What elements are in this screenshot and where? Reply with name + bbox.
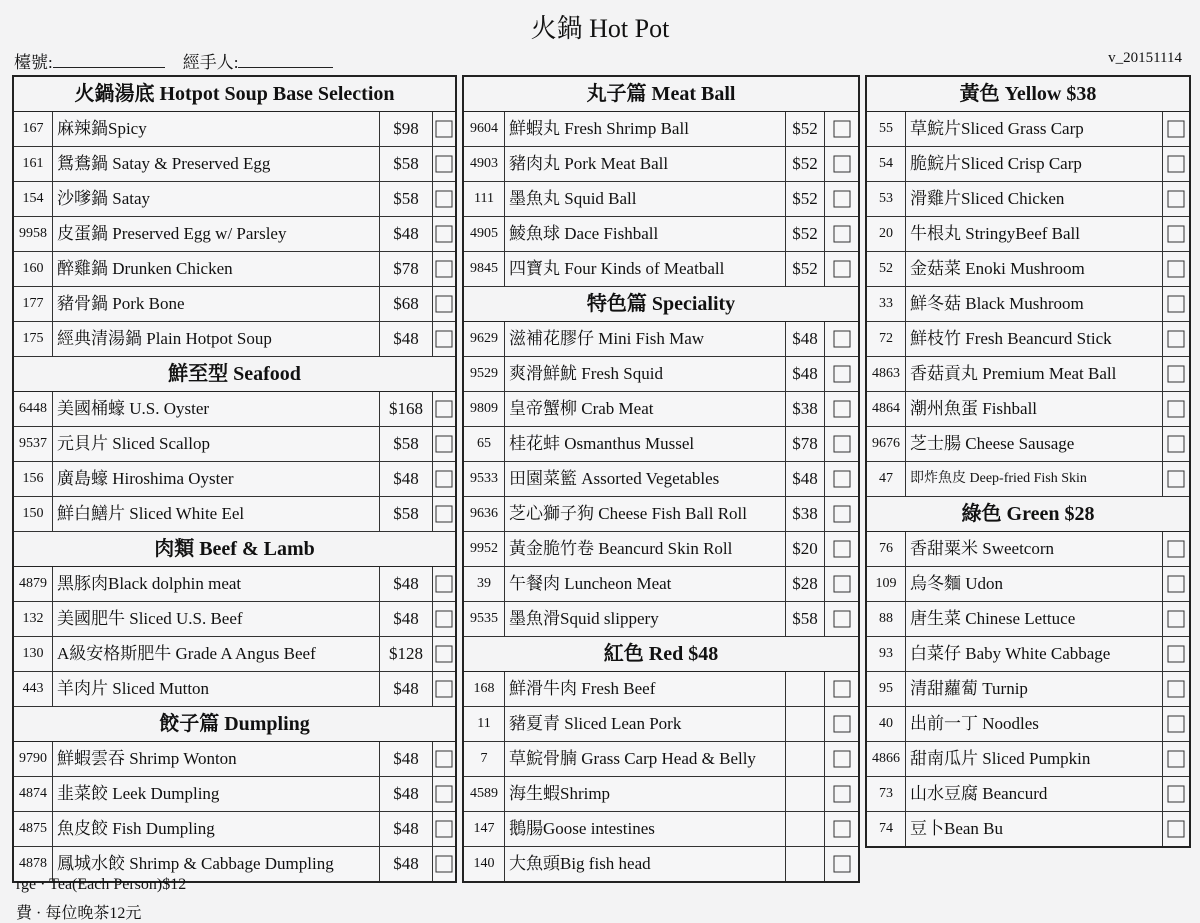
menu-item-row [867,602,1189,637]
item-name: 香甜粟米 Sweetcorn [906,532,1163,566]
item-code: 47 [867,462,906,496]
item-checkbox[interactable] [433,637,455,671]
menu-item-row [14,777,455,812]
item-checkbox[interactable] [433,742,455,776]
menu-item-row [867,812,1189,846]
item-name: 黃金脆竹卷 Beancurd Skin Roll [505,532,786,566]
item-code: 156 [14,462,53,496]
item-price [786,672,825,706]
item-name: 沙嗲鍋 Satay [53,182,380,216]
item-price: $48 [380,217,433,251]
menu-item-row [14,497,455,532]
item-price: $52 [786,112,825,146]
menu-item-row [464,427,858,462]
item-code: 109 [867,567,906,601]
item-checkbox[interactable] [825,847,858,881]
item-code: 154 [14,182,53,216]
item-checkbox[interactable] [825,567,858,601]
item-code: 9537 [14,427,53,461]
menu-item-row [14,567,455,602]
item-name: 鮮蝦雲吞 Shrimp Wonton [53,742,380,776]
menu-item-row [14,287,455,322]
item-code: 55 [867,112,906,146]
item-checkbox[interactable] [1163,462,1189,496]
item-price: $58 [380,427,433,461]
item-name: 豆卜Bean Bu [906,812,1163,846]
item-code: 4879 [14,567,53,601]
item-code: 33 [867,287,906,321]
item-name: 潮州魚蛋 Fishball [906,392,1163,426]
menu-item-row [464,812,858,847]
item-code: 6448 [14,392,53,426]
item-code: 11 [464,707,505,741]
item-checkbox[interactable] [1163,287,1189,321]
item-checkbox[interactable] [1163,637,1189,671]
menu-column-right [865,75,1191,848]
footer-line-2: 費 · 每位晚茶12元 [16,905,142,922]
item-price: $48 [380,672,433,706]
item-price: $48 [786,462,825,496]
item-price [786,707,825,741]
menu-item-row [464,602,858,637]
footer-line-1: rge · Tea(Each Person)$12 [16,876,187,893]
item-code: 4878 [14,847,53,881]
item-checkbox[interactable] [433,252,455,286]
menu-item-row [464,112,858,147]
menu-item-row [464,672,858,707]
menu-item-row [14,812,455,847]
menu-column-middle [462,75,860,883]
item-name: 烏冬麵 Udon [906,567,1163,601]
item-checkbox[interactable] [1163,742,1189,776]
item-checkbox[interactable] [825,812,858,846]
menu-item-row [867,252,1189,287]
menu-item-row [14,742,455,777]
item-code: 20 [867,217,906,251]
item-name: 黑豚肉Black dolphin meat [53,567,380,601]
item-checkbox[interactable] [825,497,858,531]
menu-item-row [464,252,858,287]
item-code: 150 [14,497,53,531]
item-checkbox[interactable] [433,847,455,881]
item-code: 4903 [464,147,505,181]
item-name: 四寶丸 Four Kinds of Meatball [505,252,786,286]
item-name: 脆鯇片Sliced Crisp Carp [906,147,1163,181]
item-name: 鮮白鱔片 Sliced White Eel [53,497,380,531]
item-name: 豬肉丸 Pork Meat Ball [505,147,786,181]
item-code: 130 [14,637,53,671]
item-name: 桂花蚌 Osmanthus Mussel [505,427,786,461]
item-code: 140 [464,847,505,881]
item-name: 廣島蠔 Hiroshima Oyster [53,462,380,496]
item-name: 香菇貢丸 Premium Meat Ball [906,357,1163,391]
item-price: $48 [786,357,825,391]
item-checkbox[interactable] [1163,112,1189,146]
item-checkbox[interactable] [433,217,455,251]
item-checkbox[interactable] [825,217,858,251]
item-checkbox[interactable] [825,147,858,181]
item-name: 金菇菜 Enoki Mushroom [906,252,1163,286]
item-name: 元貝片 Sliced Scallop [53,427,380,461]
item-checkbox[interactable] [825,252,858,286]
item-price: $48 [380,602,433,636]
handler-label: 經手人: [182,53,239,72]
item-code: 4905 [464,217,505,251]
item-name: 鵝腸Goose intestines [505,812,786,846]
item-code: 73 [867,777,906,811]
item-code: 9809 [464,392,505,426]
item-code: 4589 [464,777,505,811]
item-name: 山水豆腐 Beancurd [906,777,1163,811]
item-code: 4864 [867,392,906,426]
item-checkbox[interactable] [825,707,858,741]
item-price: $98 [380,112,433,146]
item-checkbox[interactable] [825,322,858,356]
menu-item-row [867,707,1189,742]
menu-item-row [14,392,455,427]
item-name: 清甜蘿蔔 Turnip [906,672,1163,706]
item-checkbox[interactable] [1163,777,1189,811]
item-code: 9533 [464,462,505,496]
item-price: $52 [786,252,825,286]
item-checkbox[interactable] [1163,532,1189,566]
menu-item-row [464,567,858,602]
item-checkbox[interactable] [433,812,455,846]
item-price: $38 [786,392,825,426]
item-price: $168 [380,392,433,426]
item-code: 39 [464,567,505,601]
menu-item-row [14,637,455,672]
item-checkbox[interactable] [433,672,455,706]
item-name: 鮮蝦丸 Fresh Shrimp Ball [505,112,786,146]
section-header: 餃子篇 Dumpling [14,707,455,742]
item-checkbox[interactable] [1163,672,1189,706]
item-code: 9529 [464,357,505,391]
menu-item-row [14,672,455,707]
item-code: 167 [14,112,53,146]
menu-item-row [464,497,858,532]
table-number-field[interactable] [14,48,165,73]
item-code: 54 [867,147,906,181]
menu-item-row [464,392,858,427]
order-fields [14,48,333,73]
item-price: $20 [786,532,825,566]
item-checkbox[interactable] [825,357,858,391]
menu-item-row [867,322,1189,357]
menu-item-row [867,182,1189,217]
item-code: 9958 [14,217,53,251]
item-checkbox[interactable] [433,602,455,636]
item-price: $48 [380,847,433,881]
item-code: 161 [14,147,53,181]
item-name: 皮蛋鍋 Preserved Egg w/ Parsley [53,217,380,251]
item-checkbox[interactable] [825,392,858,426]
item-code: 177 [14,287,53,321]
menu-item-row [867,357,1189,392]
menu-item-row [867,427,1189,462]
menu-item-row [464,777,858,812]
menu-item-row [464,147,858,182]
menu-item-row [867,672,1189,707]
item-name: 白菜仔 Baby White Cabbage [906,637,1163,671]
menu-item-row [867,112,1189,147]
menu-item-row [14,182,455,217]
item-price [786,847,825,881]
item-checkbox[interactable] [1163,392,1189,426]
item-code: 443 [14,672,53,706]
item-code: 72 [867,322,906,356]
item-name: 出前一丁 Noodles [906,707,1163,741]
menu-item-row [867,532,1189,567]
section-header: 綠色 Green $28 [867,497,1189,532]
item-code: 4874 [14,777,53,811]
item-code: 95 [867,672,906,706]
menu-item-row [14,147,455,182]
item-code: 4863 [867,357,906,391]
item-code: 7 [464,742,505,776]
menu-item-row [464,532,858,567]
item-price [786,812,825,846]
item-checkbox[interactable] [825,602,858,636]
item-checkbox[interactable] [433,112,455,146]
item-name: 韭菜餃 Leek Dumpling [53,777,380,811]
menu-item-row [14,602,455,637]
section-header: 特色篇 Speciality [464,287,858,322]
item-price: $58 [786,602,825,636]
menu-item-row [464,462,858,497]
item-name: 羊肉片 Sliced Mutton [53,672,380,706]
item-price: $48 [786,322,825,356]
item-name: 甜南瓜片 Sliced Pumpkin [906,742,1163,776]
section-header: 丸子篇 Meat Ball [464,77,858,112]
item-price: $128 [380,637,433,671]
item-name: 芝心獅子狗 Cheese Fish Ball Roll [505,497,786,531]
item-price: $48 [380,462,433,496]
item-name: 滋補花膠仔 Mini Fish Maw [505,322,786,356]
menu-item-row [867,392,1189,427]
item-price: $68 [380,287,433,321]
item-name: 經典清湯鍋 Plain Hotpot Soup [53,322,380,356]
item-code: 175 [14,322,53,356]
item-name: 麻辣鍋Spicy [53,112,380,146]
menu-item-row [464,322,858,357]
item-name: 醉雞鍋 Drunken Chicken [53,252,380,286]
item-code: 9952 [464,532,505,566]
item-name: 海生蝦Shrimp [505,777,786,811]
item-code: 9676 [867,427,906,461]
menu-item-row [867,567,1189,602]
item-code: 9535 [464,602,505,636]
item-code: 132 [14,602,53,636]
item-name: 鮮枝竹 Fresh Beancurd Stick [906,322,1163,356]
menu-item-row [14,112,455,147]
item-checkbox[interactable] [1163,147,1189,181]
menu-item-row [464,847,858,881]
item-code: 9629 [464,322,505,356]
section-header: 火鍋湯底 Hotpot Soup Base Selection [14,77,455,112]
item-name: 芝士腸 Cheese Sausage [906,427,1163,461]
item-name: 鮮滑牛肉 Fresh Beef [505,672,786,706]
item-name: 鳳城水餃 Shrimp & Cabbage Dumpling [53,847,380,881]
item-code: 9845 [464,252,505,286]
item-price: $48 [380,567,433,601]
item-price: $52 [786,217,825,251]
item-code: 9790 [14,742,53,776]
item-checkbox[interactable] [433,147,455,181]
menu-item-row [14,462,455,497]
item-checkbox[interactable] [1163,602,1189,636]
item-checkbox[interactable] [825,112,858,146]
item-checkbox[interactable] [433,462,455,496]
item-checkbox[interactable] [433,182,455,216]
item-checkbox[interactable] [825,532,858,566]
item-price: $52 [786,182,825,216]
item-price [786,777,825,811]
menu-item-row [14,252,455,287]
item-name: 草鯇片Sliced Grass Carp [906,112,1163,146]
item-code: 4866 [867,742,906,776]
menu-item-row [464,217,858,252]
item-code: 9604 [464,112,505,146]
item-checkbox[interactable] [1163,182,1189,216]
item-checkbox[interactable] [433,567,455,601]
item-price: $48 [380,812,433,846]
menu-item-row [464,182,858,217]
menu-item-row [14,322,455,357]
item-price: $48 [380,322,433,356]
item-checkbox[interactable] [433,497,455,531]
item-checkbox[interactable] [433,427,455,461]
item-name: 墨魚丸 Squid Ball [505,182,786,216]
item-checkbox[interactable] [1163,252,1189,286]
item-code: 111 [464,182,505,216]
item-checkbox[interactable] [433,392,455,426]
item-price: $28 [786,567,825,601]
item-name: A級安格斯肥牛 Grade A Angus Beef [53,637,380,671]
item-checkbox[interactable] [825,462,858,496]
item-checkbox[interactable] [1163,322,1189,356]
menu-item-row [867,742,1189,777]
item-checkbox[interactable] [825,742,858,776]
item-name: 唐生菜 Chinese Lettuce [906,602,1163,636]
item-checkbox[interactable] [825,777,858,811]
item-name: 田園菜籃 Assorted Vegetables [505,462,786,496]
item-price [786,742,825,776]
item-name: 豬夏青 Sliced Lean Pork [505,707,786,741]
handler-field[interactable] [183,48,334,73]
item-checkbox[interactable] [1163,812,1189,846]
item-checkbox[interactable] [825,427,858,461]
item-price: $58 [380,497,433,531]
item-checkbox[interactable] [1163,567,1189,601]
menu-item-row [867,637,1189,672]
item-name: 草鯇骨腩 Grass Carp Head & Belly [505,742,786,776]
item-code: 52 [867,252,906,286]
section-header: 黃色 Yellow $38 [867,77,1189,112]
page-title: 火鍋 Hot Pot [530,14,670,43]
item-name: 即炸魚皮 Deep-fried Fish Skin [906,462,1163,496]
section-header: 肉類 Beef & Lamb [14,532,455,567]
item-name: 豬骨鍋 Pork Bone [53,287,380,321]
item-code: 40 [867,707,906,741]
menu-item-row [867,287,1189,322]
item-name: 鮮冬菇 Black Mushroom [906,287,1163,321]
item-name: 魚皮餃 Fish Dumpling [53,812,380,846]
item-name: 午餐肉 Luncheon Meat [505,567,786,601]
item-name: 大魚頭Big fish head [505,847,786,881]
item-price: $38 [786,497,825,531]
item-name: 爽滑鮮魷 Fresh Squid [505,357,786,391]
item-code: 168 [464,672,505,706]
item-name: 牛根丸 StringyBeef Ball [906,217,1163,251]
item-price: $48 [380,742,433,776]
menu-item-row [14,217,455,252]
item-price: $52 [786,147,825,181]
item-code: 53 [867,182,906,216]
menu-item-row [464,742,858,777]
menu-item-row [14,427,455,462]
menu-item-row [867,462,1189,497]
section-header: 鮮至型 Seafood [14,357,455,392]
item-checkbox[interactable] [1163,707,1189,741]
menu-item-row [464,707,858,742]
item-name: 皇帝蟹柳 Crab Meat [505,392,786,426]
item-code: 4875 [14,812,53,846]
menu-item-row [867,217,1189,252]
item-code: 93 [867,637,906,671]
menu-item-row [867,777,1189,812]
item-price: $58 [380,182,433,216]
item-checkbox[interactable] [433,777,455,811]
item-name: 美國肥牛 Sliced U.S. Beef [53,602,380,636]
version-label: v_20151114 [1108,50,1182,66]
menu-item-row [867,147,1189,182]
menu-column-left [12,75,457,883]
item-code: 88 [867,602,906,636]
item-name: 美國桶蠔 U.S. Oyster [53,392,380,426]
item-name: 墨魚滑Squid slippery [505,602,786,636]
item-checkbox[interactable] [825,672,858,706]
item-price: $78 [380,252,433,286]
item-code: 74 [867,812,906,846]
item-price: $48 [380,777,433,811]
item-code: 65 [464,427,505,461]
item-code: 76 [867,532,906,566]
item-name: 鴛鴦鍋 Satay & Preserved Egg [53,147,380,181]
item-checkbox[interactable] [1163,427,1189,461]
item-code: 9636 [464,497,505,531]
item-code: 147 [464,812,505,846]
item-checkbox[interactable] [433,322,455,356]
item-name: 滑雞片Sliced Chicken [906,182,1163,216]
item-price: $78 [786,427,825,461]
item-name: 鯪魚球 Dace Fishball [505,217,786,251]
item-code: 160 [14,252,53,286]
item-checkbox[interactable] [433,287,455,321]
item-checkbox[interactable] [825,182,858,216]
item-price: $58 [380,147,433,181]
menu-item-row [464,357,858,392]
section-header: 紅色 Red $48 [464,637,858,672]
item-checkbox[interactable] [1163,217,1189,251]
table-number-label: 檯號: [14,53,53,72]
item-checkbox[interactable] [1163,357,1189,391]
